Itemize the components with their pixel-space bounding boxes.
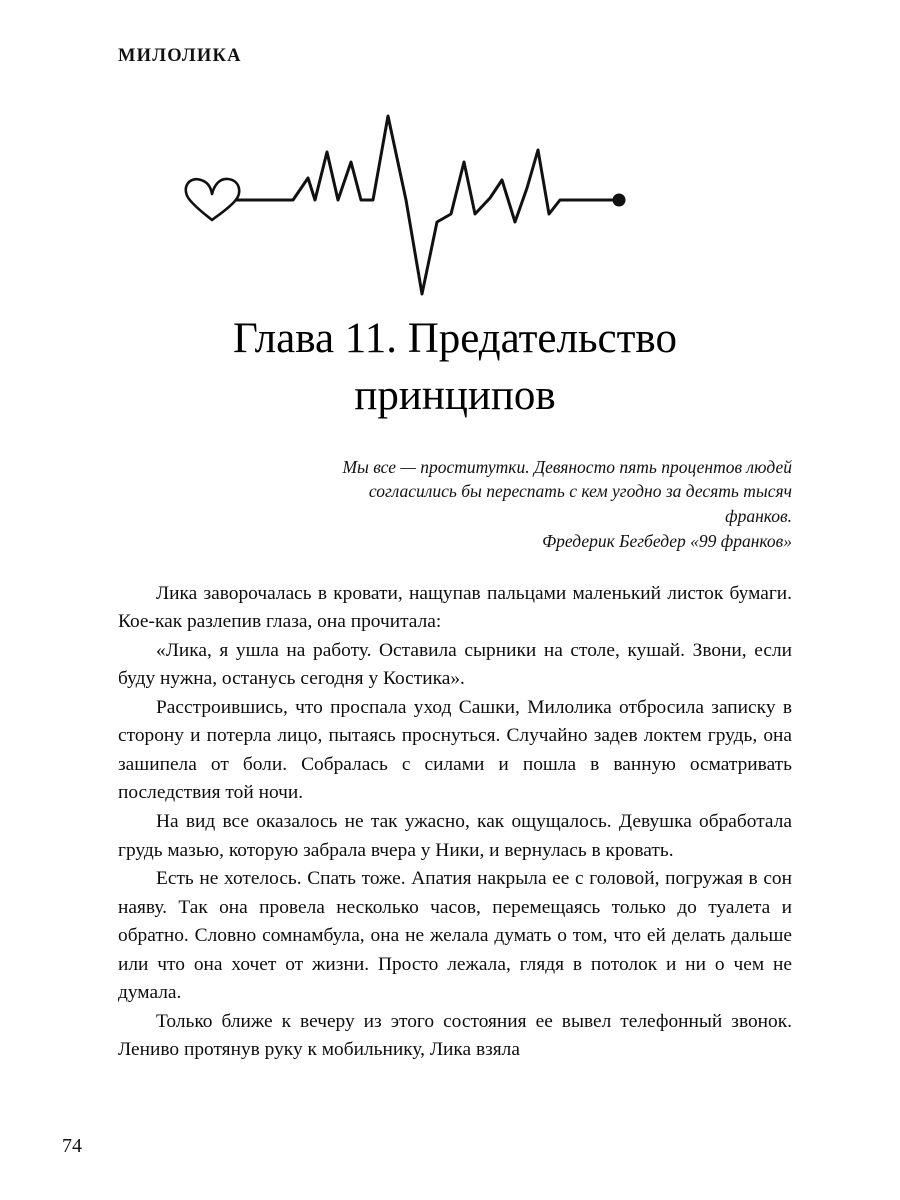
epigraph <box>118 455 792 554</box>
paragraph: Расстроившись, что проспала уход Сашки, Милолика отбросила записку в сторону и потерла лицо, пытаясь проснуться. Случайно задев локтем грудь, она зашипела от боли. Собралась с силами и пошла в ванную осматривать последствия той ночи. <box>118 696 792 804</box>
paragraph: «Лика, я ушла на работу. Оставила сырники на столе, кушай. Звони, если буду нужна, останусь сегодня у Костика». <box>118 639 792 690</box>
paragraph: Лика заворочалась в кровати, нащупав пальцами маленький листок бумаги. Кое-как разлепив глаза, она прочитала: <box>118 582 792 633</box>
epigraph-quote: Мы все — проститутки. Девяносто пять процентов людей согласились бы переспать с кем угодно за десять тысяч франков. <box>342 456 792 527</box>
running-head: МИЛОЛИКА <box>118 46 242 66</box>
pulse-endpoint-dot <box>613 194 626 207</box>
body-text <box>118 580 792 1065</box>
paragraph: На вид все оказалось не так ужасно, как ощущалось. Девушка обработала грудь мазью, которую забрала вчера у Ники, и вернулась в кровать. <box>118 811 792 861</box>
heartbeat-line-ornament <box>118 107 792 307</box>
page-number: 74 <box>62 1135 82 1157</box>
heartbeat-icon <box>175 102 735 312</box>
epigraph-source: Фредерик Бегбедер «99 франков» <box>542 531 792 552</box>
page-title: Глава 11. Предательство принципов <box>233 315 677 419</box>
paragraph: Есть не хотелось. Спать тоже. Апатия накрыла ее с головой, погружая в сон наяву. Так она провела несколько часов, перемещаясь только до туалета и обратно. Словно сомнамбула, она не желала думать о том, что ей делать дальше или что она хочет от жизни. Просто лежала, глядя в потолок и ни о чем не думала. <box>118 868 792 1004</box>
paragraph: Только ближе к вечеру из этого состояния ее вывел телефонный звонок. Лениво протянув руку к мобильнику, Лика взяла <box>118 1010 792 1061</box>
